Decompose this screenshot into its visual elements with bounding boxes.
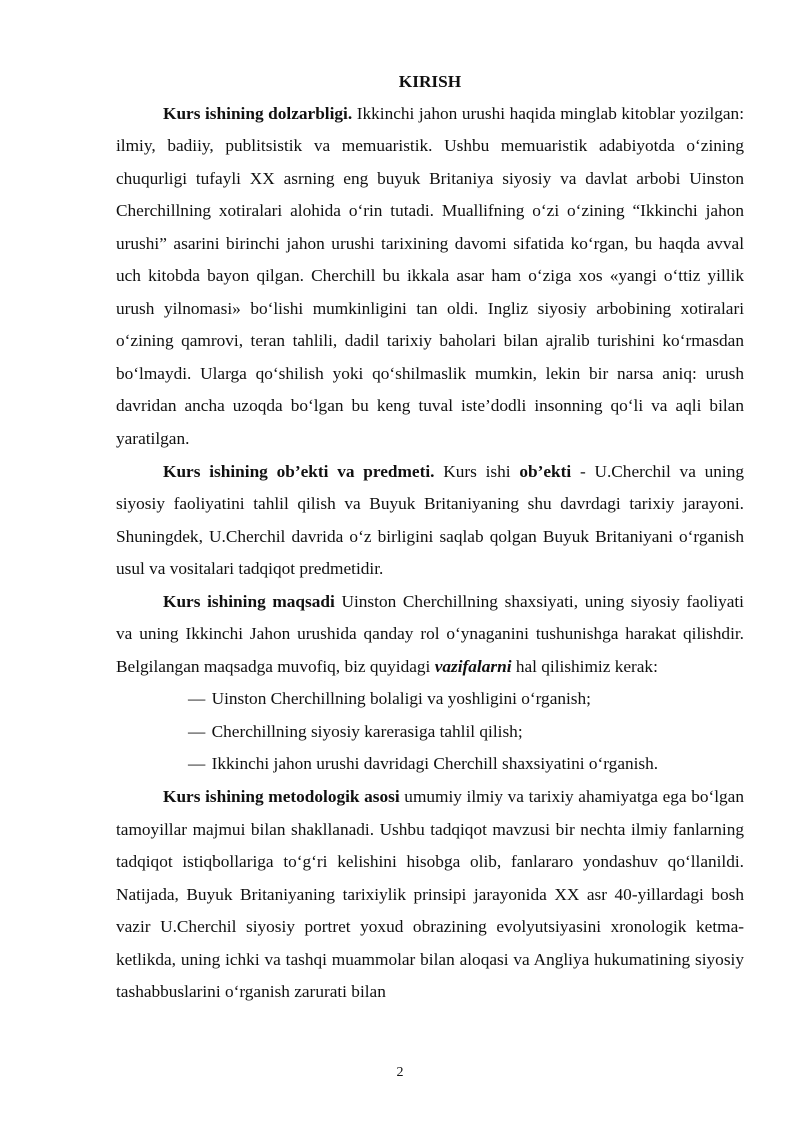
section-heading: KIRISH xyxy=(398,72,462,91)
goal-text-1: Uinston Cherchillning shaxsiyati, uning siyosiy faoliyati va uning Ikkinchi Jahon urushida qanday rol o‘ynaganini tushunishga harakat qilishdir. Belgilangan maqsadga muvofiq, biz quyidagi xyxy=(116,591,744,676)
paragraph-relevance xyxy=(116,98,744,456)
paragraph-goal xyxy=(116,586,744,684)
page-number: 2 xyxy=(396,1065,404,1080)
object-bold-term: ob’ekti xyxy=(519,461,572,481)
methodology-lead: Kurs ishining metodologik asosi xyxy=(163,786,400,806)
object-lead: Kurs ishining ob’ekti va predmeti. xyxy=(163,461,435,481)
dash-marker: — xyxy=(188,721,206,741)
task-list xyxy=(116,683,744,781)
goal-lead: Kurs ishining maqsadi xyxy=(163,591,335,611)
page-body xyxy=(116,66,744,1009)
task-text: Uinston Cherchillning bolaligi va yoshligini o‘rganish; xyxy=(211,689,591,709)
list-item xyxy=(188,716,744,749)
object-text-2: - U.Cherchil va uning siyosiy faoliyatini tahlil qilish va Buyuk Britaniyaning shu davrdagi tarixiy jarayoni. Shuningdek, U.Cherchil davrida o‘z birligini saqlab qolgan Buyuk Britaniyani o‘rganish usul va vositalari tadqiqot predmetidir. xyxy=(116,461,744,579)
methodology-text: umumiy ilmiy va tarixiy ahamiyatga ega bo‘lgan tamoyillar majmui bilan shakllanadi. Ushbu tadqiqot mavzusi bir nechta ilmiy fanlarning tadqiqot istiqbollariga to‘g‘ri kelishini hisobga olib, fanlararo yondashuv qo‘llanildi. Natijada, Buyuk Britaniyaning tarixiylik prinsipi jarayonida XX asr 40-yillardagi bosh vazir U.Cherchil siyosiy portret yoxud obrazining evolyutsiyasini xronologik ketma-ketlikda, uning ichki va tashqi muammolar bilan aloqasi va Angliya hukumatining siyosiy tashabbuslarini o‘rganish zarurati bilan xyxy=(116,786,744,1002)
goal-emphasis: vazifalarni xyxy=(434,656,512,676)
task-text: Ikkinchi jahon urushi davridagi Cherchill shaxsiyatini o‘rganish. xyxy=(211,754,659,774)
paragraph-methodology xyxy=(116,781,744,1009)
relevance-text: Ikkinchi jahon urushi haqida minglab kitoblar yozilgan: ilmiy, badiiy, publitsistik va memuaristik. Ushbu memuaristik adabiyotda o‘zining chuqurligi tufayli XX asrning eng buyuk Britaniya siyosiy va davlat arbobi Uinston Cherchillning xotiralari alohida o‘rin tutadi. Muallifning o‘zi o‘zining “Ikkinchi jahon urushi” asarini birinchi jahon urushi tarixining davomi sifatida ko‘rgan, bu haqda avval uch kitobda bayon qilgan. Cherchill bu ikkala asar ham o‘ziga xos «yangi o‘ttiz yillik urush yilnomasi» bo‘lishi mumkinligini tan oldi. Ingliz siyosiy arbobining xotiralari o‘zining qamrovi, teran tahlili, dadil tarixiy baholari bilan ajralib turishini ko‘rmasdan bo‘lmaydi. Ularga qo‘shilish yoki qo‘shilmaslik mumkin, lekin bir narsa aniq: urush davridan ancha uzoqda bo‘lgan bu keng tuval iste’dodli insonning qo‘li va aqli bilan yaratilgan. xyxy=(116,103,744,448)
paragraph-object-subject xyxy=(116,456,744,586)
list-item xyxy=(188,683,744,716)
dash-marker: — xyxy=(188,754,206,774)
object-text-1: Kurs ishi xyxy=(434,461,520,481)
task-text: Cherchillning siyosiy karerasiga tahlil qilish; xyxy=(211,721,523,741)
dash-marker: — xyxy=(188,689,206,709)
goal-text-2: hal qilishimiz kerak: xyxy=(511,656,658,676)
list-item xyxy=(188,748,744,781)
relevance-lead: Kurs ishining dolzarbligi. xyxy=(163,103,353,123)
